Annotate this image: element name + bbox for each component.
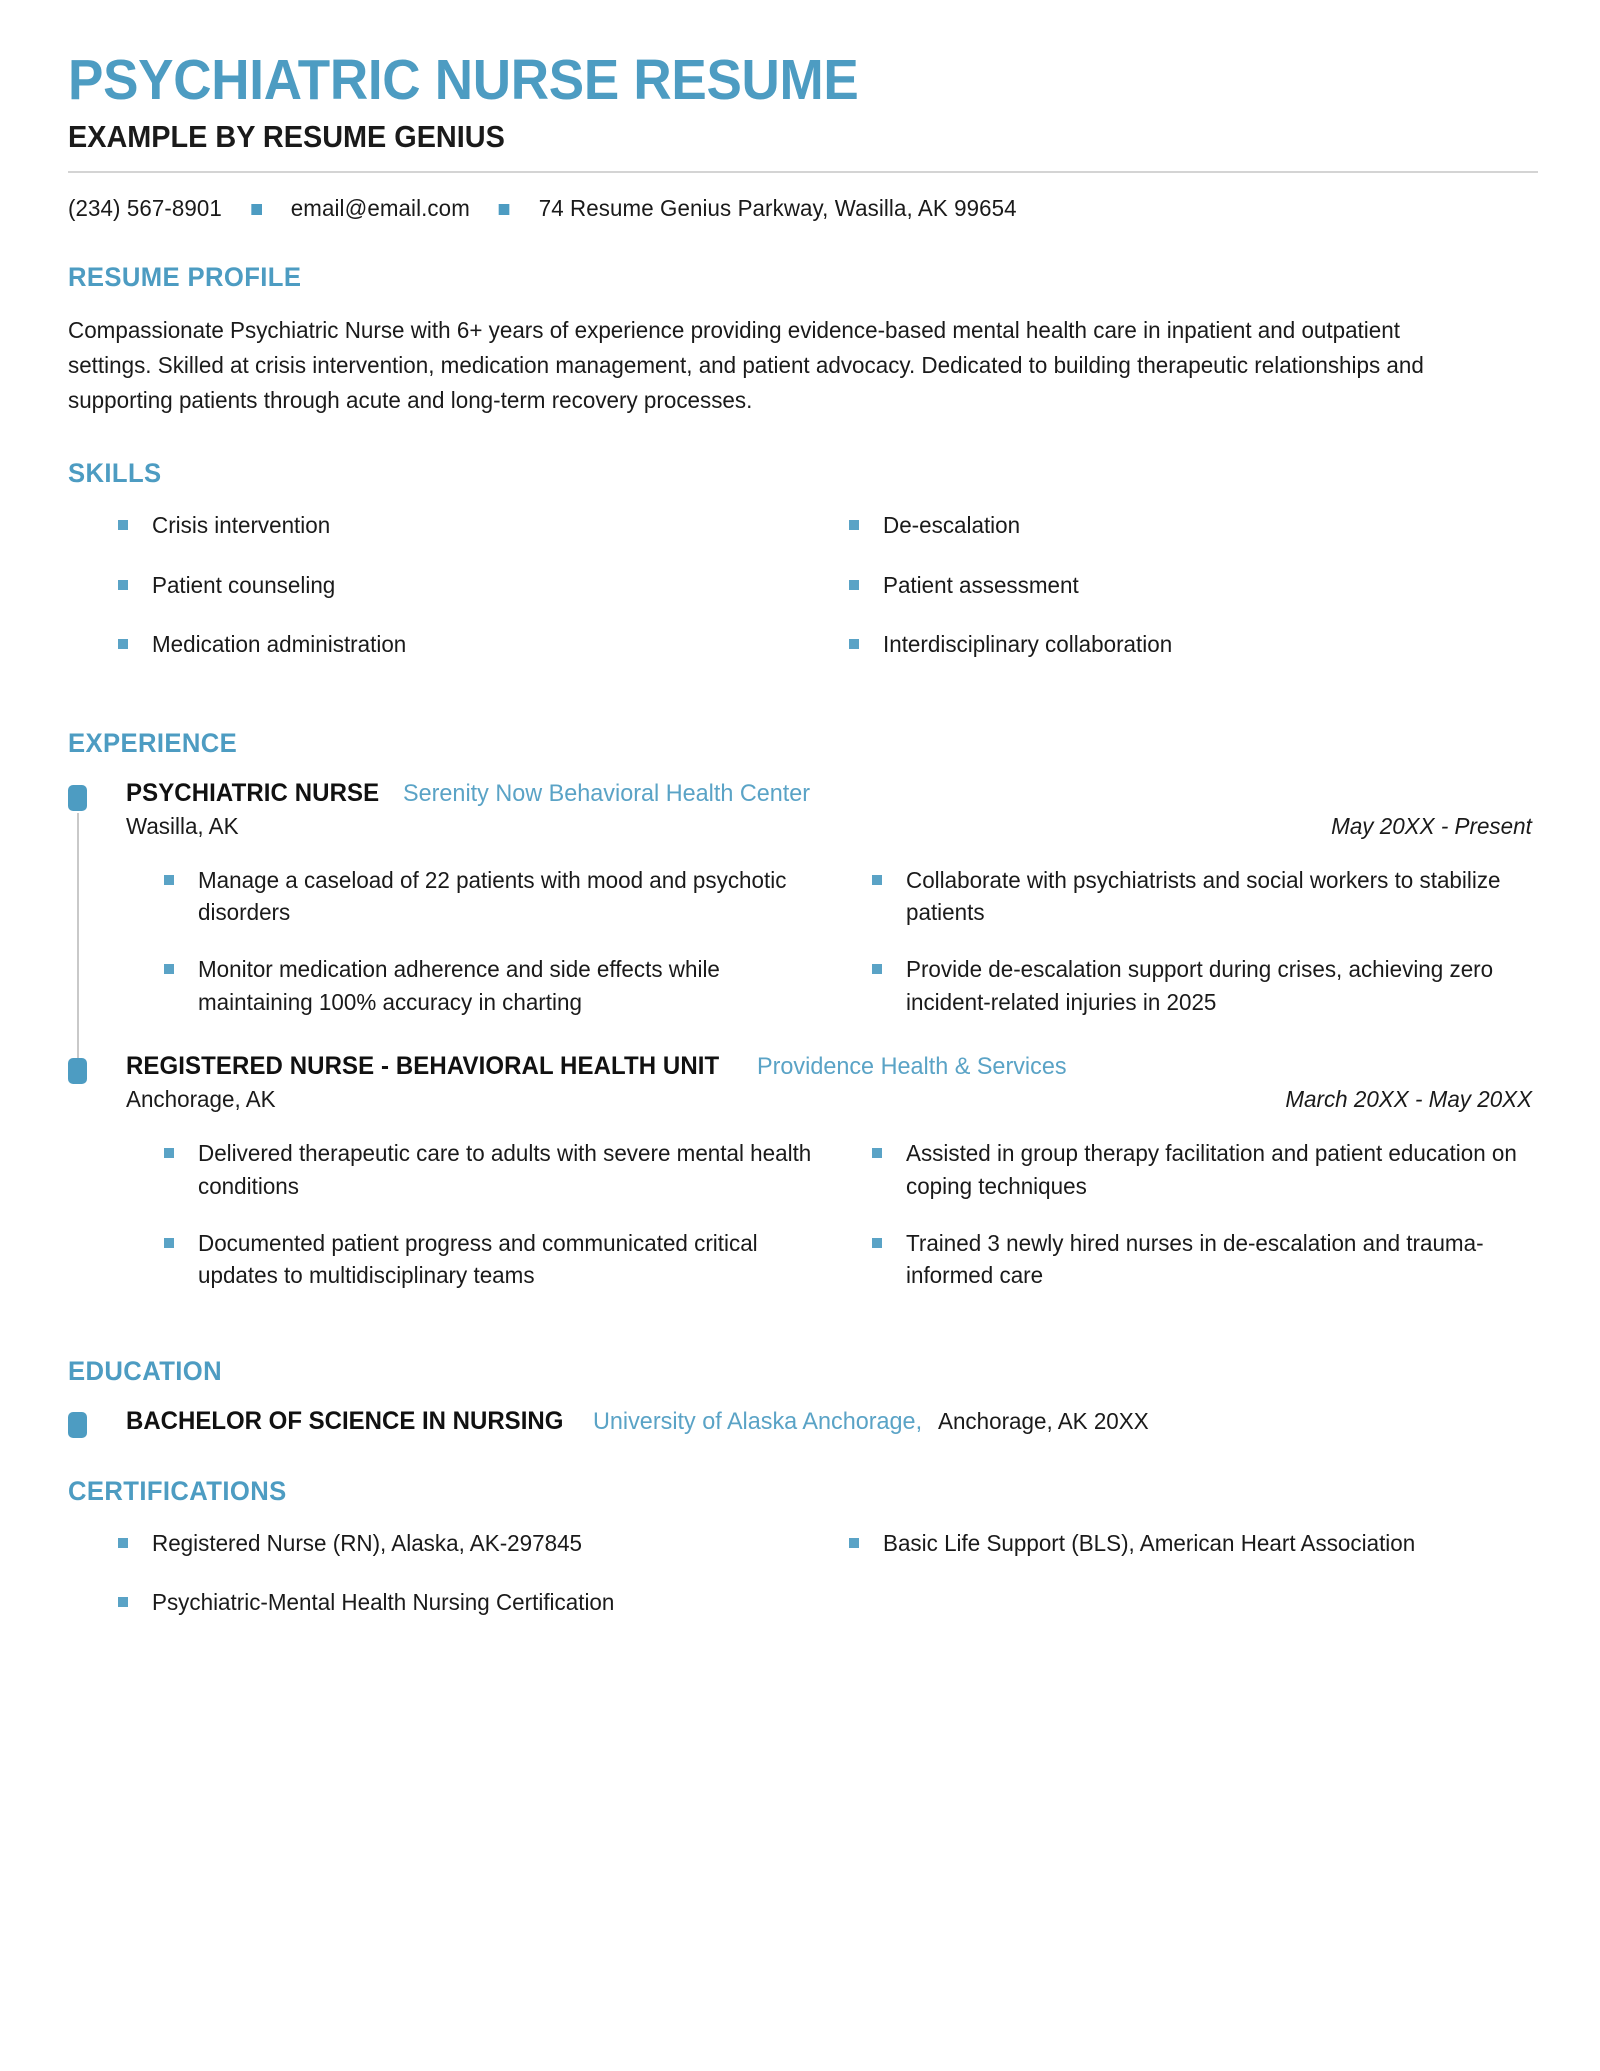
certification-label: Psychiatric-Mental Health Nursing Certification	[152, 1588, 615, 1615]
bullet-square-icon	[164, 1148, 174, 1158]
bullet-label: Provide de-escalation support during crises, achieving zero incident-related injuries in 2025	[906, 956, 1494, 1015]
skill-label: De-escalation	[883, 511, 1021, 538]
company-name: Serenity Now Behavioral Health Center	[402, 779, 810, 807]
job-title: PSYCHIATRIC NURSE	[126, 778, 380, 807]
experience-bullets	[126, 864, 1538, 1043]
list-item	[849, 628, 1538, 688]
bullet-square-icon	[118, 580, 128, 590]
contact-email: email@email.com	[290, 195, 470, 221]
section-heading-profile: RESUME PROFILE	[68, 262, 302, 292]
contact-address: 74 Resume Genius Parkway, Wasilla, AK 99654	[538, 195, 1017, 221]
bullet-square-icon	[118, 1538, 128, 1548]
job-location: Wasilla, AK	[126, 812, 239, 839]
list-item	[164, 953, 830, 1042]
separator-square-icon	[499, 204, 510, 215]
bullet-label: Collaborate with psychiatrists and social workers to stabilize patients	[906, 866, 1501, 926]
bullet-label: Manage a caseload of 22 patients with mood and psychotic disorders	[198, 866, 787, 926]
bullet-square-icon	[164, 875, 174, 885]
education-entry	[68, 1407, 1538, 1436]
timeline-marker-icon	[68, 1412, 87, 1438]
list-item	[164, 1227, 830, 1316]
experience-entry	[68, 779, 1538, 1053]
skill-label: Interdisciplinary collaboration	[883, 631, 1173, 658]
company-name: Providence Health & Services	[757, 1053, 1067, 1081]
bullet-square-icon	[164, 964, 174, 974]
section-heading-education: EDUCATION	[68, 1356, 222, 1387]
bullet-square-icon	[849, 639, 859, 649]
job-dates: March 20XX - May 20XX	[1285, 1086, 1532, 1113]
bullet-label: Trained 3 newly hired nurses in de-escalation and trauma-informed care	[906, 1229, 1484, 1289]
certification-label: Basic Life Support (BLS), American Heart Association	[883, 1530, 1416, 1557]
list-item	[118, 1586, 807, 1645]
list-item	[118, 569, 807, 629]
skills-list	[68, 509, 1538, 688]
separator-square-icon	[251, 204, 262, 215]
school-name: University of Alaska Anchorage,	[592, 1408, 922, 1436]
experience-meta	[126, 813, 1538, 840]
bullet-square-icon	[118, 520, 128, 530]
list-item	[118, 1527, 807, 1586]
job-dates: May 20XX - Present	[1331, 812, 1532, 839]
list-item	[118, 509, 807, 569]
section-heading-experience: EXPERIENCE	[68, 727, 238, 758]
list-item	[872, 1137, 1538, 1226]
experience-entry	[68, 1052, 1538, 1316]
section-certifications	[68, 1476, 1538, 1644]
list-item	[849, 509, 1538, 569]
bullet-square-icon	[872, 964, 882, 974]
skill-label: Patient assessment	[883, 571, 1079, 598]
list-item	[164, 864, 830, 953]
bullet-square-icon	[118, 1597, 128, 1607]
section-education	[68, 1356, 1538, 1436]
bullet-square-icon	[872, 1238, 882, 1248]
list-item	[849, 1527, 1538, 1586]
timeline-marker-icon	[68, 1058, 87, 1084]
skill-label: Medication administration	[152, 631, 407, 658]
job-location: Anchorage, AK	[126, 1086, 276, 1113]
resume-subtitle: EXAMPLE BY RESUME GENIUS	[68, 119, 505, 154]
list-item	[164, 1137, 830, 1226]
page-title: PSYCHIATRIC NURSE RESUME	[68, 48, 859, 112]
job-title: REGISTERED NURSE - BEHAVIORAL HEALTH UNIT	[126, 1052, 720, 1081]
list-item	[872, 953, 1538, 1042]
bullet-label: Delivered therapeutic care to adults with severe mental health conditions	[198, 1140, 812, 1200]
list-item-empty	[849, 1586, 1538, 1645]
section-skills	[68, 458, 1538, 688]
bullet-square-icon	[872, 1148, 882, 1158]
list-item	[118, 628, 807, 688]
experience-headline	[126, 779, 1538, 808]
experience-bullets	[126, 1137, 1538, 1316]
bullet-square-icon	[872, 875, 882, 885]
contact-info	[68, 195, 1494, 222]
list-item	[872, 864, 1538, 953]
skill-label: Patient counseling	[152, 571, 336, 598]
resume-header	[68, 48, 1538, 222]
bullet-square-icon	[849, 580, 859, 590]
timeline-marker-icon	[68, 785, 87, 811]
bullet-square-icon	[849, 520, 859, 530]
contact-phone: (234) 567-8901	[68, 195, 222, 221]
bullet-square-icon	[118, 639, 128, 649]
certifications-list	[68, 1527, 1538, 1644]
education-headline	[126, 1407, 1538, 1436]
bullet-square-icon	[164, 1238, 174, 1248]
certification-label: Registered Nurse (RN), Alaska, AK-297845	[152, 1530, 583, 1557]
section-resume-profile	[68, 262, 1538, 418]
bullet-label: Documented patient progress and communicated critical updates to multidisciplinary teams	[198, 1229, 758, 1289]
profile-summary-text: Compassionate Psychiatric Nurse with 6+ years of experience providing evidence-based mental health care in inpatient and outpatient settings. Skilled at crisis intervention, medication management, and patient advocacy. Dedicated to building therapeutic relationships and supporting patients through acute and long-term recovery processes.	[68, 317, 1424, 413]
degree-title: BACHELOR OF SCIENCE IN NURSING	[126, 1407, 564, 1436]
timeline-connector	[77, 813, 79, 1059]
section-heading-skills: SKILLS	[68, 457, 162, 488]
list-item	[872, 1227, 1538, 1316]
bullet-label: Assisted in group therapy facilitation and patient education on coping techniques	[906, 1140, 1517, 1200]
skill-label: Crisis intervention	[152, 511, 331, 538]
section-heading-certifications: CERTIFICATIONS	[68, 1476, 287, 1507]
experience-list	[68, 779, 1538, 1316]
school-location-year: Anchorage, AK 20XX	[938, 1408, 1149, 1435]
list-item	[849, 569, 1538, 629]
bullet-square-icon	[849, 1538, 859, 1548]
bullet-label: Monitor medication adherence and side effects while maintaining 100% accuracy in charting	[198, 956, 720, 1015]
experience-meta	[126, 1086, 1538, 1113]
section-experience	[68, 728, 1538, 1316]
header-divider	[68, 171, 1538, 173]
experience-headline	[126, 1052, 1538, 1081]
